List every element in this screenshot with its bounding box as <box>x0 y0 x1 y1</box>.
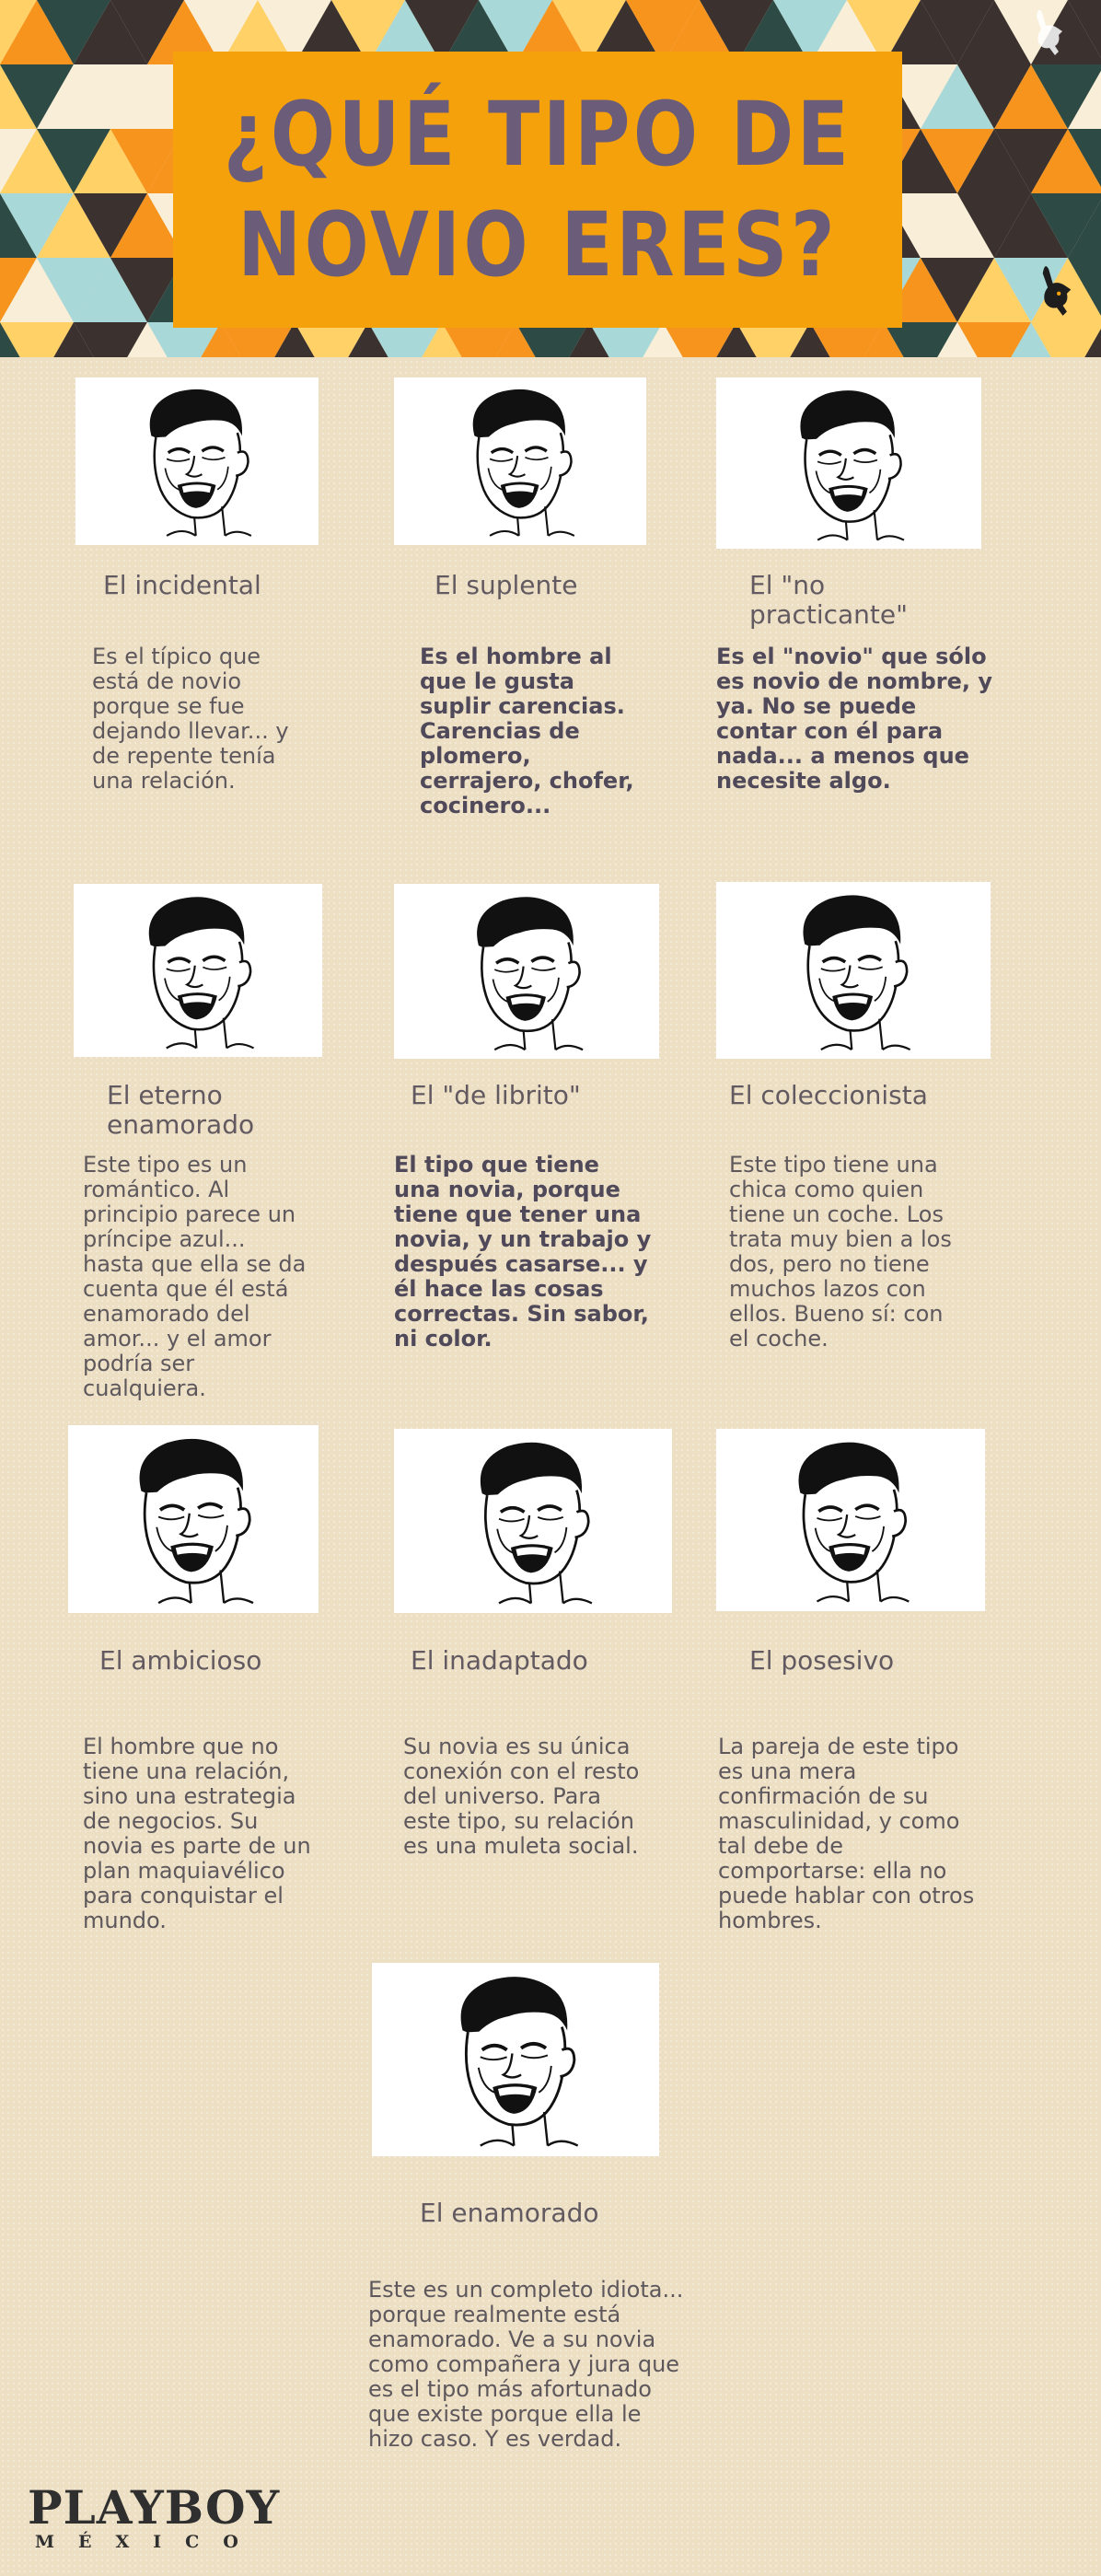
type-description: Este tipo es un romántico. Al principio parece un príncipe azul... hasta que ella se da cuenta que él está enamorado del amor... y el amor podría ser cualquiera. <box>83 1152 307 1401</box>
playboy-bunny-icon <box>1029 7 1070 66</box>
meme-face-image <box>716 882 991 1059</box>
type-description: Es el "novio" que sólo es novio de nombre, y ya. No se puede contar con él para nada... a menos que necesite algo. <box>716 644 993 794</box>
page-title-line-2: NOVIO ERES? <box>237 193 839 296</box>
yao-ming-meme-face-icon <box>119 889 277 1052</box>
type-description: Su novia es su única conexión con el resto del universo. Para este tipo, su relación es una muleta social. <box>403 1734 640 1859</box>
yao-ming-meme-face-icon <box>427 1968 605 2150</box>
yao-ming-meme-face-icon <box>771 383 928 544</box>
meme-face-image <box>394 1429 672 1613</box>
yao-ming-meme-face-icon <box>767 1434 934 1606</box>
header-banner <box>0 0 1101 357</box>
type-description: Este es un completo idiota... porque realmente está enamorado. Ve a su novia como compañera y jura que es el tipo más afortunado que existe porque ella le hizo caso. Y es verdad. <box>368 2277 684 2452</box>
yao-ming-meme-face-icon <box>446 889 607 1054</box>
type-name: El inadaptado <box>411 1645 588 1676</box>
type-description: El tipo que tiene una novia, porque tiene que tener una novia, y un trabajo y después casarse... y él hace las cosas correctas. Sin sabor, ni color. <box>394 1152 652 1352</box>
type-description: El hombre que no tiene una relación, sino una estrategia de negocios. Su novia es parte de un plan maquiavélico para conquistar el mundo. <box>83 1734 311 1933</box>
type-description: Es el típico que está de novio porque se fue dejando llevar... y de repente tenía una relación. <box>92 644 289 794</box>
page-title-line-1: ¿QUÉ TIPO DE <box>223 83 852 186</box>
yao-ming-meme-face-icon <box>121 382 274 540</box>
meme-face-image <box>372 1963 659 2156</box>
type-description: La pareja de este tipo es una mera confirmación de su masculinidad, y como tal debe de comportarse: ella no puede hablar con otros hombres. <box>718 1734 975 1933</box>
type-name: El posesivo <box>749 1645 895 1676</box>
playboy-bunny-icon <box>1035 263 1079 328</box>
playboy-mexico-logo <box>28 2480 313 2552</box>
yao-ming-meme-face-icon <box>772 888 934 1053</box>
type-description: Es el hombre al que le gusta suplir carencias. Carencias de plomero, cerrajero, chofer, cocinero... <box>420 644 634 818</box>
yao-ming-meme-face-icon <box>448 1434 617 1607</box>
yao-ming-meme-face-icon <box>107 1431 279 1607</box>
meme-face-image <box>75 377 319 545</box>
type-name: El enamorado <box>420 2198 599 2228</box>
logo-wordmark: PLAYBOY <box>28 2480 281 2535</box>
meme-face-image <box>68 1425 319 1613</box>
type-name: El ambicioso <box>99 1645 262 1676</box>
meme-face-image <box>716 377 981 549</box>
type-name: El coleccionista <box>729 1080 928 1110</box>
type-description: Este tipo tiene una chica como quien tiene un coche. Los trata muy bien a los dos, pero no tiene muchos lazos con ellos. Bueno sí: con el coche. <box>729 1152 952 1352</box>
meme-face-image <box>394 377 646 545</box>
type-name: El "de librito" <box>411 1080 581 1110</box>
meme-face-image <box>394 884 659 1059</box>
type-name: El suplente <box>435 570 578 600</box>
yao-ming-meme-face-icon <box>444 382 597 540</box>
title-box <box>173 52 902 328</box>
meme-face-image <box>716 1429 985 1611</box>
type-name: El incidental <box>103 570 261 600</box>
logo-subtext: MÉXICO <box>35 2532 262 2552</box>
meme-face-image <box>74 884 322 1057</box>
type-name: El eterno enamorado <box>107 1080 255 1140</box>
type-name: El "no practicante" <box>749 570 908 630</box>
